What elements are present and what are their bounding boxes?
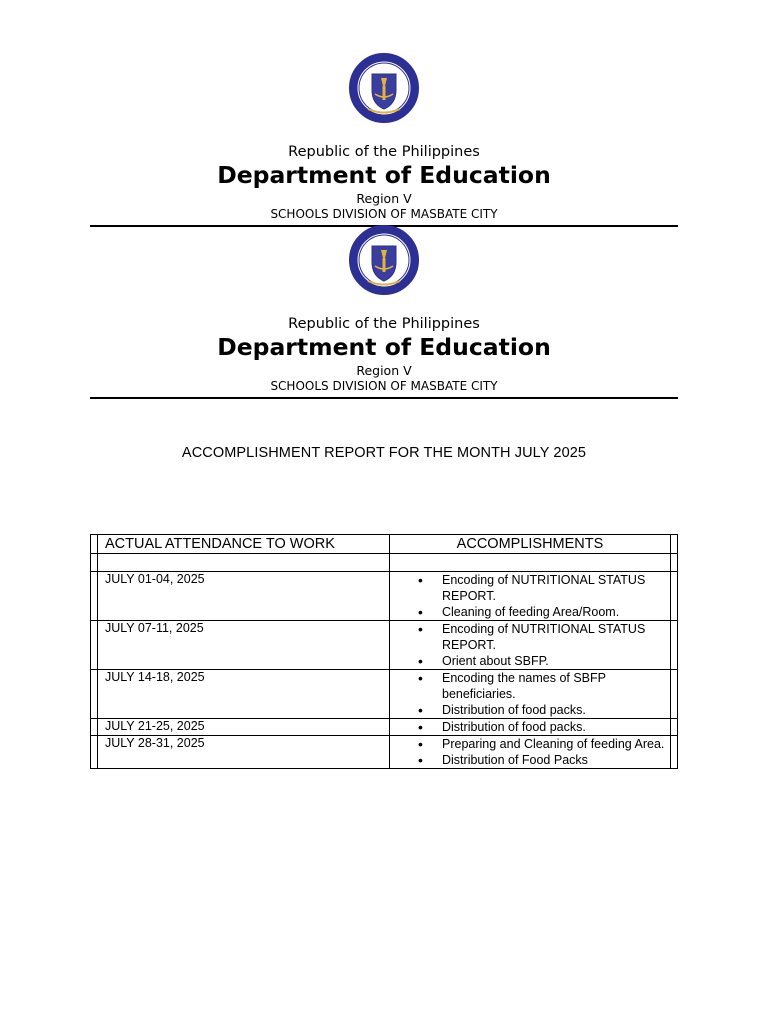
division-text: SCHOOLS DIVISION OF MASBATE CITY: [270, 207, 498, 221]
letterhead-2: [90, 224, 678, 399]
attendance-date-cell: JULY 07-11, 2025: [98, 621, 390, 670]
empty-cell: [98, 554, 390, 572]
accomplishment-item: • Encoding the names of SBFP beneficiaries.: [390, 670, 670, 702]
table-row: [91, 670, 678, 719]
accomplishment-item: • Preparing and Cleaning of feeding Area.: [390, 736, 670, 752]
accomplishments-cell: [390, 670, 671, 719]
deped-seal-icon: [348, 224, 420, 296]
region-text: Region V: [356, 191, 412, 206]
header-divider: [90, 397, 678, 399]
table-edge-cell: [91, 572, 98, 621]
table-edge-cell: [671, 621, 678, 670]
division-text: SCHOOLS DIVISION OF MASBATE CITY: [270, 379, 498, 393]
attendance-date-cell: JULY 28-31, 2025: [98, 736, 390, 769]
table-edge-cell: [671, 719, 678, 736]
table-row: [91, 736, 678, 769]
letterhead-1: [90, 52, 678, 227]
department-name: Department of Education: [217, 161, 551, 189]
republic-text: Republic of the Philippines: [288, 144, 480, 160]
table-row: [91, 572, 678, 621]
table-header-row: [91, 535, 678, 554]
region-text: Region V: [356, 363, 412, 378]
accomplishment-item: • Encoding of NUTRITIONAL STATUS REPORT.: [390, 621, 670, 653]
table-edge-cell: [91, 621, 98, 670]
table-edge-cell: [91, 535, 98, 554]
accomplishment-list: [390, 736, 670, 768]
table-edge-cell: [671, 572, 678, 621]
table-row: [91, 621, 678, 670]
table-edge-cell: [671, 736, 678, 769]
column-header-accomplishments: ACCOMPLISHMENTS: [390, 535, 671, 554]
attendance-date-cell: JULY 01-04, 2025: [98, 572, 390, 621]
column-header-attendance: ACTUAL ATTENDANCE TO WORK: [98, 535, 390, 554]
accomplishment-list: [390, 621, 670, 669]
accomplishment-item: • Cleaning of feeding Area/Room.: [390, 604, 670, 620]
accomplishment-item: • Orient about SBFP.: [390, 653, 670, 669]
accomplishment-item: • Distribution of food packs.: [390, 702, 670, 718]
attendance-date-cell: JULY 21-25, 2025: [98, 719, 390, 736]
table-edge-cell: [91, 719, 98, 736]
accomplishments-cell: [390, 736, 671, 769]
table-edge-cell: [91, 670, 98, 719]
accomplishment-list: [390, 572, 670, 620]
table-spacer-row: [91, 554, 678, 572]
deped-seal-icon: [348, 52, 420, 124]
accomplishment-item: • Encoding of NUTRITIONAL STATUS REPORT.: [390, 572, 670, 604]
accomplishment-list: [390, 670, 670, 718]
accomplishments-cell: [390, 572, 671, 621]
empty-cell: [390, 554, 671, 572]
table-edge-cell: [91, 554, 98, 572]
table-edge-cell: [671, 535, 678, 554]
accomplishments-cell: [390, 719, 671, 736]
table-edge-cell: [671, 554, 678, 572]
attendance-date-cell: JULY 14-18, 2025: [98, 670, 390, 719]
accomplishment-item: • Distribution of food packs.: [390, 719, 670, 735]
report-title: ACCOMPLISHMENT REPORT FOR THE MONTH JULY 2025: [181, 445, 587, 461]
table-edge-cell: [671, 670, 678, 719]
republic-text: Republic of the Philippines: [288, 316, 480, 332]
accomplishment-table: [90, 534, 678, 769]
table-edge-cell: [91, 736, 98, 769]
table-row: [91, 719, 678, 736]
accomplishments-cell: [390, 621, 671, 670]
department-name: Department of Education: [217, 333, 551, 361]
accomplishment-list: [390, 719, 670, 735]
accomplishment-item: • Distribution of Food Packs: [390, 752, 670, 768]
